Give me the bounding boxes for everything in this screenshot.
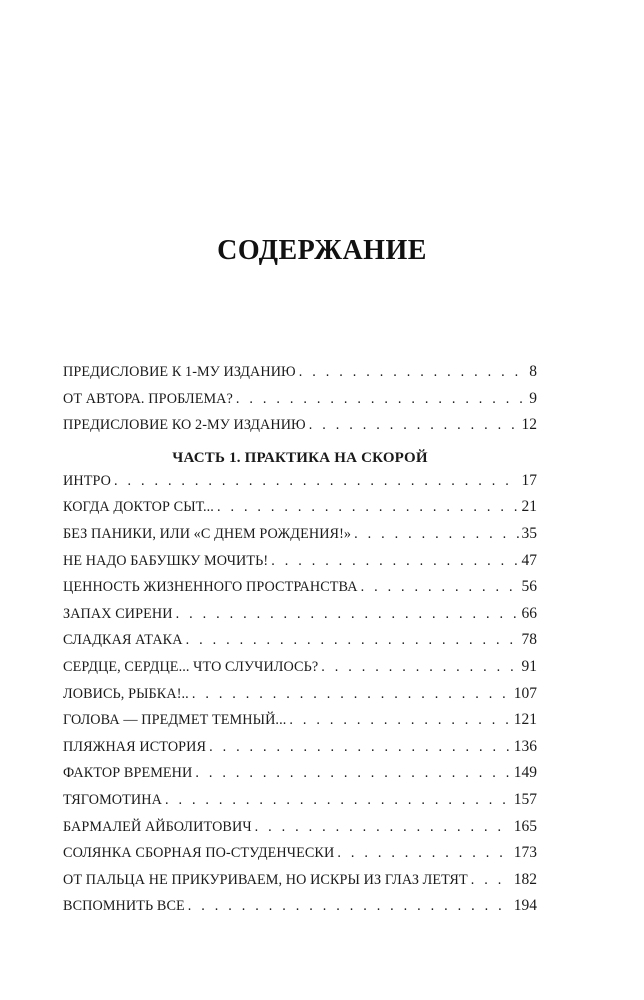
dot-leader: [255, 819, 511, 836]
dot-leader: [195, 765, 510, 782]
dot-leader: [192, 686, 511, 703]
dot-leader: [176, 606, 519, 623]
toc-entry: [63, 605, 537, 632]
toc-entry: [63, 711, 537, 738]
toc-entry-title: ФАКТОР ВРЕМЕНИ: [63, 765, 193, 782]
toc-entry-page-number: 149: [513, 764, 537, 782]
toc-entry: [63, 472, 537, 499]
dot-leader: [188, 898, 511, 915]
toc-entry-page-number: 8: [529, 363, 537, 380]
chapter-list: [63, 472, 537, 924]
toc-entry-title: ЦЕННОСТЬ ЖИЗНЕННОГО ПРОСТРАНСТВА: [63, 579, 358, 596]
toc-entry-page-number: 12: [521, 416, 537, 434]
part-heading: ЧАСТЬ 1. ПРАКТИКА НА СКОРОЙ: [172, 449, 428, 466]
toc-entry: [63, 363, 537, 390]
dot-leader: [361, 579, 519, 596]
dot-leader: [271, 553, 518, 570]
toc-entry-page-number: 17: [521, 471, 537, 489]
dot-leader: [209, 739, 511, 756]
toc-entry-title: ВСПОМНИТЬ ВСЕ: [63, 898, 185, 915]
toc-entry-title: ИНТРО: [63, 472, 111, 489]
toc-entry-page-number: 173: [513, 844, 537, 862]
toc-entry: [63, 791, 537, 818]
toc-entry-page-number: 136: [513, 737, 537, 755]
dot-leader: [309, 417, 519, 434]
toc-entry-title: СЕРДЦЕ, СЕРДЦЕ... ЧТО СЛУЧИЛОСЬ?: [63, 658, 319, 675]
toc-entry: [63, 844, 537, 871]
toc-entry-title: ОТ АВТОРА. ПРОБЛЕМА?: [63, 390, 233, 407]
dot-leader: [236, 391, 526, 408]
toc-entry-page-number: 21: [521, 498, 537, 516]
toc-entry: [63, 552, 537, 579]
dot-leader: [289, 712, 510, 729]
toc-entry-title: ЗАПАХ СИРЕНИ: [63, 605, 173, 622]
toc-entry-title: СЛАДКАЯ АТАКА: [63, 632, 183, 649]
toc-entry-page-number: 157: [513, 790, 537, 808]
dot-leader: [471, 872, 511, 889]
front-matter-list: [63, 363, 537, 443]
toc-entry: [63, 390, 537, 417]
toc-entry-page-number: 121: [513, 711, 537, 729]
toc-entry: [63, 764, 537, 791]
toc-entry: [63, 631, 537, 658]
toc-entry: [63, 578, 537, 605]
dot-leader: [217, 499, 519, 516]
toc-entry-title: ТЯГОМОТИНА: [63, 791, 162, 808]
toc-entry-title: БАРМАЛЕЙ АЙБОЛИТОВИЧ: [63, 818, 252, 835]
toc-entry-page-number: 107: [513, 684, 537, 702]
dot-leader: [354, 526, 518, 543]
toc-entry-page-number: 66: [521, 604, 537, 622]
toc-entry-title: ОТ ПАЛЬЦА НЕ ПРИКУРИВАЕМ, НО ИСКРЫ ИЗ ГЛАЗ ЛЕТЯТ: [63, 871, 468, 888]
toc-entry: [63, 897, 537, 924]
page-title: СОДЕРЖАНИЕ: [217, 234, 427, 266]
toc-entry-title: ЛОВИСЬ, РЫБКА!..: [63, 685, 189, 702]
toc-entry-title: НЕ НАДО БАБУШКУ МОЧИТЬ!: [63, 552, 269, 569]
toc-entry: [63, 871, 537, 898]
toc-entry-page-number: 194: [513, 897, 537, 915]
toc-entry: [63, 498, 537, 525]
dot-leader: [299, 364, 527, 381]
table-of-contents: [63, 363, 537, 924]
toc-entry-title: ПРЕДИСЛОВИЕ К 1-МУ ИЗДАНИЮ: [63, 364, 296, 380]
dot-leader: [114, 473, 519, 490]
toc-entry-title: КОГДА ДОКТОР СЫТ...: [63, 499, 214, 516]
toc-entry: [63, 658, 537, 685]
toc-entry-page-number: 35: [521, 524, 537, 542]
toc-entry-title: БЕЗ ПАНИКИ, ИЛИ «С ДНЕМ РОЖДЕНИЯ!»: [63, 525, 352, 542]
toc-entry-title: ПЛЯЖНАЯ ИСТОРИЯ: [63, 738, 207, 755]
toc-entry-title: ПРЕДИСЛОВИЕ КО 2-МУ ИЗДАНИЮ: [63, 417, 306, 434]
toc-entry: [63, 416, 537, 443]
dot-leader: [337, 845, 510, 862]
toc-entry: [63, 525, 537, 552]
toc-entry-page-number: 78: [521, 631, 537, 649]
toc-entry-title: СОЛЯНКА СБОРНАЯ ПО-СТУДЕНЧЕСКИ: [63, 845, 335, 862]
toc-entry: [63, 818, 537, 845]
dot-leader: [165, 792, 511, 809]
toc-entry-title: ГОЛОВА — ПРЕДМЕТ ТЕМНЫЙ...: [63, 712, 287, 729]
toc-entry: [63, 738, 537, 765]
toc-entry-page-number: 91: [521, 657, 537, 675]
toc-entry: [63, 685, 537, 712]
toc-entry-page-number: 56: [521, 578, 537, 596]
toc-entry-page-number: 182: [513, 870, 537, 888]
toc-entry-page-number: 9: [529, 389, 537, 407]
toc-entry-page-number: 165: [513, 817, 537, 835]
toc-entry-page-number: 47: [521, 551, 537, 569]
dot-leader: [186, 632, 519, 649]
dot-leader: [321, 659, 518, 676]
